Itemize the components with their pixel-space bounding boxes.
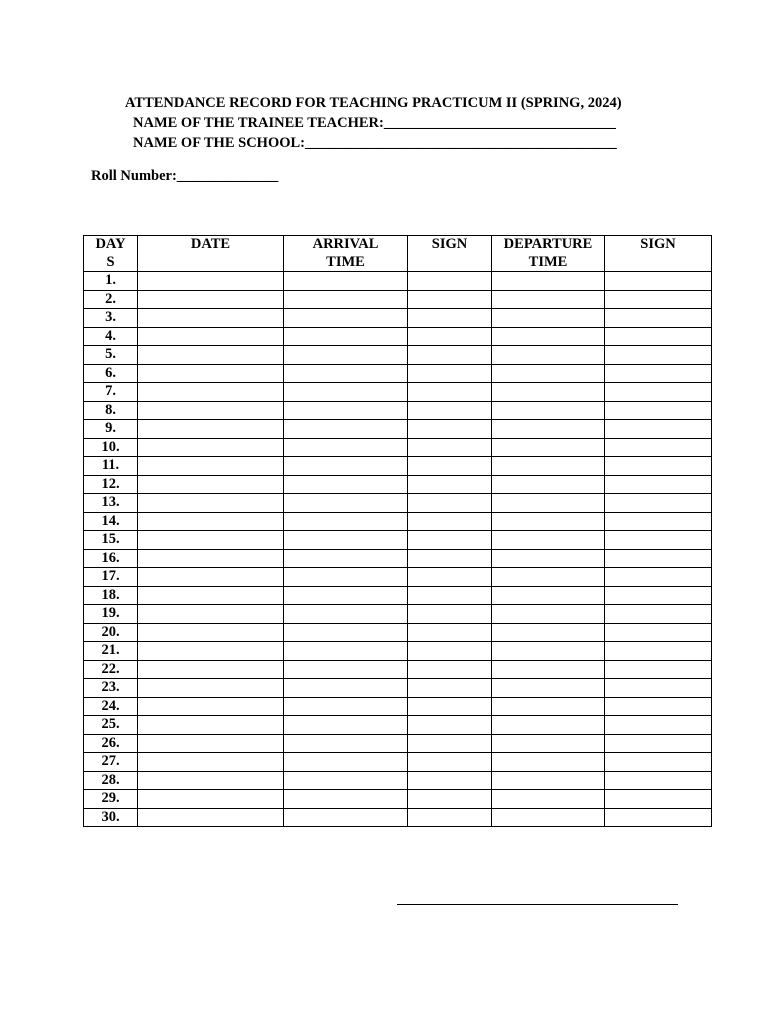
arrival-sign-cell[interactable] bbox=[408, 383, 492, 402]
arrival-time-cell[interactable] bbox=[284, 475, 408, 494]
departure-sign-cell[interactable] bbox=[605, 420, 712, 439]
column-header-departure-sign: SIGN bbox=[605, 236, 712, 272]
day-number-cell: 3. bbox=[84, 309, 138, 328]
day-number-cell: 16. bbox=[84, 549, 138, 568]
departure-sign-cell[interactable] bbox=[605, 438, 712, 457]
date-cell[interactable] bbox=[138, 327, 284, 346]
arrival-time-cell[interactable] bbox=[284, 642, 408, 661]
table-row bbox=[84, 549, 712, 568]
departure-time-cell[interactable] bbox=[492, 568, 605, 587]
day-number-cell: 20. bbox=[84, 623, 138, 642]
column-header-date: DATE bbox=[138, 236, 284, 272]
departure-sign-cell[interactable] bbox=[605, 512, 712, 531]
departure-sign-cell[interactable] bbox=[605, 457, 712, 476]
arrival-sign-cell[interactable] bbox=[408, 790, 492, 809]
arrival-sign-cell[interactable] bbox=[408, 364, 492, 383]
table-row bbox=[84, 568, 712, 587]
arrival-time-cell[interactable] bbox=[284, 512, 408, 531]
day-number-cell: 29. bbox=[84, 790, 138, 809]
day-number-cell: 18. bbox=[84, 586, 138, 605]
departure-time-cell[interactable] bbox=[492, 697, 605, 716]
arrival-time-cell[interactable] bbox=[284, 531, 408, 550]
departure-sign-cell[interactable] bbox=[605, 605, 712, 624]
departure-sign-cell[interactable] bbox=[605, 753, 712, 772]
departure-time-cell[interactable] bbox=[492, 457, 605, 476]
arrival-sign-cell[interactable] bbox=[408, 475, 492, 494]
departure-sign-cell[interactable] bbox=[605, 494, 712, 513]
table-row bbox=[84, 642, 712, 661]
departure-sign-cell[interactable] bbox=[605, 568, 712, 587]
date-cell[interactable] bbox=[138, 457, 284, 476]
arrival-sign-cell[interactable] bbox=[408, 512, 492, 531]
departure-time-cell[interactable] bbox=[492, 623, 605, 642]
school-name-field: NAME OF THE SCHOOL:___________________________________________ bbox=[133, 135, 617, 151]
departure-sign-cell[interactable] bbox=[605, 808, 712, 827]
date-cell[interactable] bbox=[138, 512, 284, 531]
arrival-time-cell[interactable] bbox=[284, 568, 408, 587]
table-row bbox=[84, 605, 712, 624]
departure-time-cell[interactable] bbox=[492, 401, 605, 420]
table-row bbox=[84, 679, 712, 698]
date-cell[interactable] bbox=[138, 734, 284, 753]
arrival-time-cell[interactable] bbox=[284, 290, 408, 309]
arrival-sign-cell[interactable] bbox=[408, 346, 492, 365]
day-number-cell: 5. bbox=[84, 346, 138, 365]
arrival-time-cell[interactable] bbox=[284, 438, 408, 457]
arrival-sign-cell[interactable] bbox=[408, 679, 492, 698]
departure-sign-cell[interactable] bbox=[605, 272, 712, 291]
departure-time-cell[interactable] bbox=[492, 309, 605, 328]
day-number-cell: 4. bbox=[84, 327, 138, 346]
day-number-cell: 23. bbox=[84, 679, 138, 698]
arrival-sign-cell[interactable] bbox=[408, 420, 492, 439]
date-cell[interactable] bbox=[138, 383, 284, 402]
day-number-cell: 21. bbox=[84, 642, 138, 661]
departure-time-cell[interactable] bbox=[492, 512, 605, 531]
departure-sign-cell[interactable] bbox=[605, 734, 712, 753]
arrival-time-cell[interactable] bbox=[284, 401, 408, 420]
arrival-sign-cell[interactable] bbox=[408, 771, 492, 790]
date-cell[interactable] bbox=[138, 420, 284, 439]
departure-sign-cell[interactable] bbox=[605, 586, 712, 605]
departure-sign-cell[interactable] bbox=[605, 642, 712, 661]
arrival-time-cell[interactable] bbox=[284, 679, 408, 698]
day-number-cell: 27. bbox=[84, 753, 138, 772]
arrival-sign-cell[interactable] bbox=[408, 623, 492, 642]
table-row bbox=[84, 327, 712, 346]
arrival-time-cell[interactable] bbox=[284, 346, 408, 365]
day-number-cell: 25. bbox=[84, 716, 138, 735]
table-row bbox=[84, 401, 712, 420]
arrival-time-cell[interactable] bbox=[284, 734, 408, 753]
day-number-cell: 24. bbox=[84, 697, 138, 716]
table-row bbox=[84, 290, 712, 309]
arrival-time-cell[interactable] bbox=[284, 327, 408, 346]
departure-sign-cell[interactable] bbox=[605, 623, 712, 642]
day-number-cell: 19. bbox=[84, 605, 138, 624]
table-row bbox=[84, 771, 712, 790]
departure-time-cell[interactable] bbox=[492, 531, 605, 550]
date-cell[interactable] bbox=[138, 401, 284, 420]
signature-line bbox=[397, 904, 678, 905]
date-cell[interactable] bbox=[138, 494, 284, 513]
date-cell[interactable] bbox=[138, 697, 284, 716]
table-row bbox=[84, 438, 712, 457]
departure-sign-cell[interactable] bbox=[605, 475, 712, 494]
date-cell[interactable] bbox=[138, 364, 284, 383]
column-header-arrival-sign: SIGN bbox=[408, 236, 492, 272]
arrival-time-cell[interactable] bbox=[284, 494, 408, 513]
departure-time-cell[interactable] bbox=[492, 494, 605, 513]
departure-time-cell[interactable] bbox=[492, 272, 605, 291]
departure-sign-cell[interactable] bbox=[605, 790, 712, 809]
departure-sign-cell[interactable] bbox=[605, 549, 712, 568]
departure-time-cell[interactable] bbox=[492, 475, 605, 494]
arrival-sign-cell[interactable] bbox=[408, 808, 492, 827]
date-cell[interactable] bbox=[138, 623, 284, 642]
day-number-cell: 13. bbox=[84, 494, 138, 513]
table-row bbox=[84, 512, 712, 531]
departure-time-cell[interactable] bbox=[492, 549, 605, 568]
arrival-time-cell[interactable] bbox=[284, 420, 408, 439]
day-number-cell: 17. bbox=[84, 568, 138, 587]
day-number-cell: 8. bbox=[84, 401, 138, 420]
departure-sign-cell[interactable] bbox=[605, 401, 712, 420]
column-header-days: DAY S bbox=[84, 236, 138, 272]
arrival-sign-cell[interactable] bbox=[408, 531, 492, 550]
departure-time-cell[interactable] bbox=[492, 716, 605, 735]
day-number-cell: 9. bbox=[84, 420, 138, 439]
date-cell[interactable] bbox=[138, 753, 284, 772]
departure-sign-cell[interactable] bbox=[605, 771, 712, 790]
date-cell[interactable] bbox=[138, 272, 284, 291]
day-number-cell: 14. bbox=[84, 512, 138, 531]
day-number-cell: 6. bbox=[84, 364, 138, 383]
departure-sign-cell[interactable] bbox=[605, 531, 712, 550]
arrival-time-cell[interactable] bbox=[284, 586, 408, 605]
departure-time-cell[interactable] bbox=[492, 642, 605, 661]
table-row bbox=[84, 364, 712, 383]
arrival-sign-cell[interactable] bbox=[408, 290, 492, 309]
roll-number-field: Roll Number:______________ bbox=[91, 168, 279, 184]
departure-time-cell[interactable] bbox=[492, 586, 605, 605]
table-row bbox=[84, 420, 712, 439]
date-cell[interactable] bbox=[138, 309, 284, 328]
departure-time-cell[interactable] bbox=[492, 383, 605, 402]
arrival-sign-cell[interactable] bbox=[408, 734, 492, 753]
arrival-time-cell[interactable] bbox=[284, 753, 408, 772]
date-cell[interactable] bbox=[138, 586, 284, 605]
day-number-cell: 26. bbox=[84, 734, 138, 753]
arrival-time-cell[interactable] bbox=[284, 771, 408, 790]
arrival-time-cell[interactable] bbox=[284, 716, 408, 735]
arrival-time-cell[interactable] bbox=[284, 697, 408, 716]
date-cell[interactable] bbox=[138, 531, 284, 550]
table-row bbox=[84, 531, 712, 550]
departure-sign-cell[interactable] bbox=[605, 716, 712, 735]
date-cell[interactable] bbox=[138, 679, 284, 698]
departure-time-cell[interactable] bbox=[492, 327, 605, 346]
table-row bbox=[84, 753, 712, 772]
day-number-cell: 11. bbox=[84, 457, 138, 476]
table-row bbox=[84, 346, 712, 365]
arrival-sign-cell[interactable] bbox=[408, 494, 492, 513]
departure-sign-cell[interactable] bbox=[605, 697, 712, 716]
date-cell[interactable] bbox=[138, 346, 284, 365]
arrival-time-cell[interactable] bbox=[284, 808, 408, 827]
departure-time-cell[interactable] bbox=[492, 346, 605, 365]
table-row bbox=[84, 716, 712, 735]
attendance-table bbox=[83, 235, 712, 827]
departure-time-cell[interactable] bbox=[492, 790, 605, 809]
date-cell[interactable] bbox=[138, 438, 284, 457]
departure-sign-cell[interactable] bbox=[605, 679, 712, 698]
day-number-cell: 7. bbox=[84, 383, 138, 402]
departure-sign-cell[interactable] bbox=[605, 383, 712, 402]
arrival-time-cell[interactable] bbox=[284, 790, 408, 809]
arrival-sign-cell[interactable] bbox=[408, 605, 492, 624]
arrival-sign-cell[interactable] bbox=[408, 309, 492, 328]
departure-sign-cell[interactable] bbox=[605, 290, 712, 309]
day-number-cell: 15. bbox=[84, 531, 138, 550]
arrival-time-cell[interactable] bbox=[284, 309, 408, 328]
date-cell[interactable] bbox=[138, 790, 284, 809]
arrival-time-cell[interactable] bbox=[284, 364, 408, 383]
date-cell[interactable] bbox=[138, 771, 284, 790]
arrival-time-cell[interactable] bbox=[284, 383, 408, 402]
document-title: ATTENDANCE RECORD FOR TEACHING PRACTICUM II (SPRING, 2024) bbox=[125, 95, 622, 111]
arrival-sign-cell[interactable] bbox=[408, 438, 492, 457]
departure-sign-cell[interactable] bbox=[605, 660, 712, 679]
departure-sign-cell[interactable] bbox=[605, 346, 712, 365]
departure-time-cell[interactable] bbox=[492, 679, 605, 698]
departure-time-cell[interactable] bbox=[492, 808, 605, 827]
arrival-sign-cell[interactable] bbox=[408, 642, 492, 661]
departure-time-cell[interactable] bbox=[492, 438, 605, 457]
arrival-sign-cell[interactable] bbox=[408, 327, 492, 346]
column-header-departure-time: DEPARTURE TIME bbox=[492, 236, 605, 272]
table-row bbox=[84, 272, 712, 291]
date-cell[interactable] bbox=[138, 642, 284, 661]
column-header-arrival-time: ARRIVAL TIME bbox=[284, 236, 408, 272]
date-cell[interactable] bbox=[138, 660, 284, 679]
date-cell[interactable] bbox=[138, 716, 284, 735]
arrival-sign-cell[interactable] bbox=[408, 716, 492, 735]
departure-time-cell[interactable] bbox=[492, 605, 605, 624]
day-number-cell: 12. bbox=[84, 475, 138, 494]
table-row bbox=[84, 383, 712, 402]
table-row bbox=[84, 660, 712, 679]
departure-time-cell[interactable] bbox=[492, 771, 605, 790]
table-row bbox=[84, 734, 712, 753]
departure-sign-cell[interactable] bbox=[605, 327, 712, 346]
departure-time-cell[interactable] bbox=[492, 364, 605, 383]
departure-time-cell[interactable] bbox=[492, 753, 605, 772]
arrival-sign-cell[interactable] bbox=[408, 549, 492, 568]
table-row bbox=[84, 697, 712, 716]
date-cell[interactable] bbox=[138, 605, 284, 624]
day-number-cell: 28. bbox=[84, 771, 138, 790]
arrival-sign-cell[interactable] bbox=[408, 753, 492, 772]
arrival-time-cell[interactable] bbox=[284, 660, 408, 679]
date-cell[interactable] bbox=[138, 290, 284, 309]
date-cell[interactable] bbox=[138, 549, 284, 568]
arrival-sign-cell[interactable] bbox=[408, 272, 492, 291]
arrival-time-cell[interactable] bbox=[284, 623, 408, 642]
date-cell[interactable] bbox=[138, 808, 284, 827]
trainee-teacher-field: NAME OF THE TRAINEE TEACHER:________________________________ bbox=[133, 115, 616, 131]
arrival-time-cell[interactable] bbox=[284, 272, 408, 291]
table-row bbox=[84, 309, 712, 328]
table-row bbox=[84, 623, 712, 642]
day-number-cell: 30. bbox=[84, 808, 138, 827]
day-number-cell: 22. bbox=[84, 660, 138, 679]
departure-sign-cell[interactable] bbox=[605, 309, 712, 328]
date-cell[interactable] bbox=[138, 475, 284, 494]
day-number-cell: 10. bbox=[84, 438, 138, 457]
table-row bbox=[84, 808, 712, 827]
departure-time-cell[interactable] bbox=[492, 290, 605, 309]
arrival-time-cell[interactable] bbox=[284, 457, 408, 476]
departure-time-cell[interactable] bbox=[492, 734, 605, 753]
day-number-cell: 1. bbox=[84, 272, 138, 291]
arrival-time-cell[interactable] bbox=[284, 549, 408, 568]
table-row bbox=[84, 457, 712, 476]
arrival-time-cell[interactable] bbox=[284, 605, 408, 624]
departure-time-cell[interactable] bbox=[492, 660, 605, 679]
arrival-sign-cell[interactable] bbox=[408, 457, 492, 476]
table-header-row bbox=[84, 236, 712, 272]
arrival-sign-cell[interactable] bbox=[408, 697, 492, 716]
arrival-sign-cell[interactable] bbox=[408, 660, 492, 679]
date-cell[interactable] bbox=[138, 568, 284, 587]
arrival-sign-cell[interactable] bbox=[408, 586, 492, 605]
arrival-sign-cell[interactable] bbox=[408, 401, 492, 420]
table-row bbox=[84, 790, 712, 809]
arrival-sign-cell[interactable] bbox=[408, 568, 492, 587]
departure-sign-cell[interactable] bbox=[605, 364, 712, 383]
departure-time-cell[interactable] bbox=[492, 420, 605, 439]
table-row bbox=[84, 494, 712, 513]
day-number-cell: 2. bbox=[84, 290, 138, 309]
table-row bbox=[84, 475, 712, 494]
table-row bbox=[84, 586, 712, 605]
